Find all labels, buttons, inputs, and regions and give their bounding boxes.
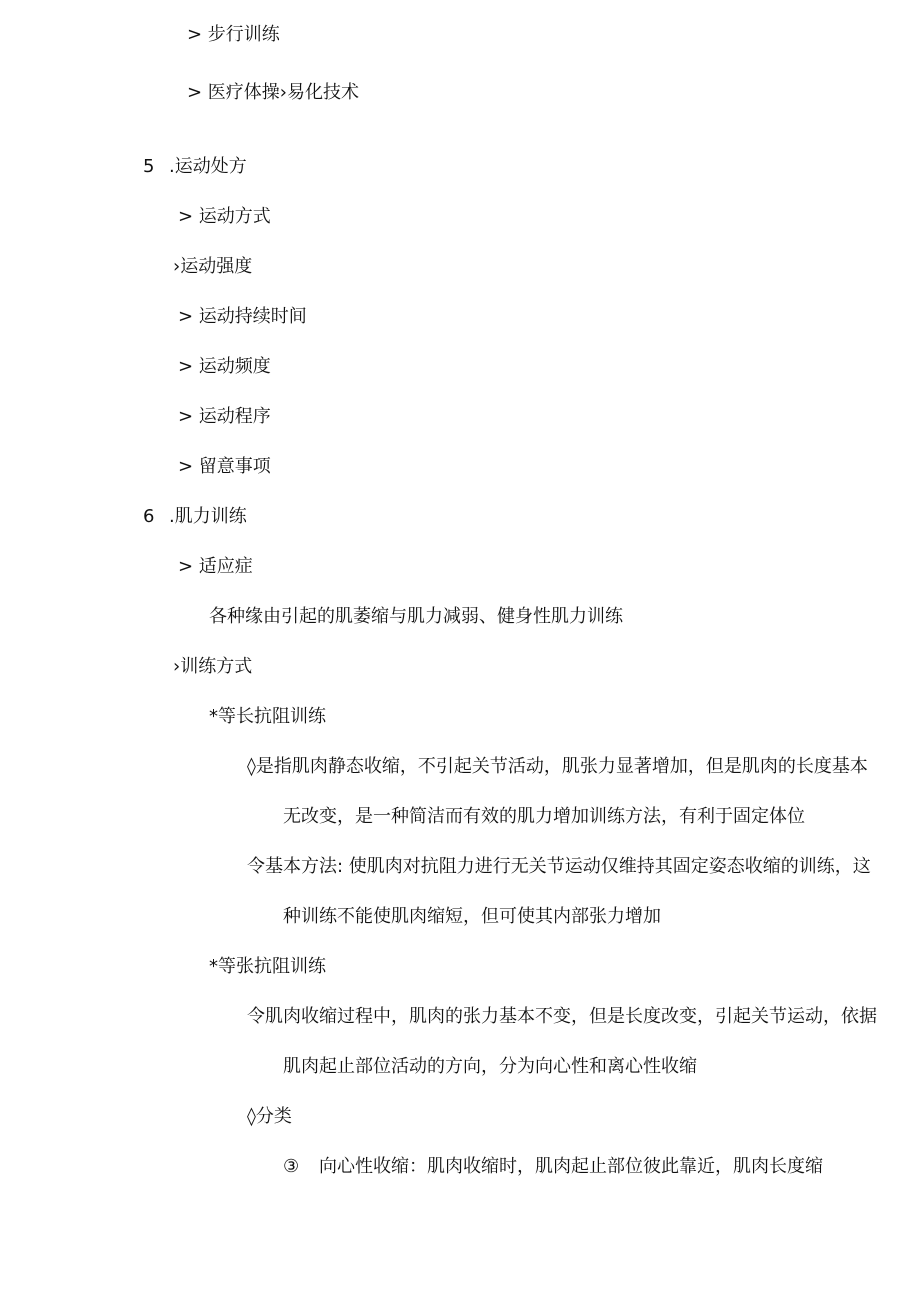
classification-heading: ◊分类 (247, 1106, 292, 1127)
bullet-exercise-duration: > 运动持续时间 (178, 306, 307, 327)
section-number: 5 (143, 156, 155, 177)
section-title: .运动处方 (169, 156, 247, 177)
concentric-contraction-item (283, 1155, 823, 1179)
isometric-method-line2: 种训练不能使肌肉缩短，但可使其内部张力增加 (283, 906, 661, 927)
bullet-precautions: > 留意事项 (178, 456, 271, 477)
section-number: 6 (143, 506, 155, 527)
bullet-exercise-frequency: > 运动频度 (178, 356, 271, 377)
bullet-exercise-procedure: > 运动程序 (178, 406, 271, 427)
section-6-heading (143, 505, 247, 529)
indications-text: 各种缘由引起的肌萎缩与肌力减弱、健身性肌力训练 (209, 606, 623, 627)
bullet-walking-training: > 步行训练 (187, 24, 280, 45)
isometric-definition-line2: 无改变，是一种简洁而有效的肌力增加训练方法，有利于固定体位 (283, 806, 805, 827)
bullet-training-methods: ›训练方式 (173, 656, 253, 677)
isometric-method-line1: 令基本方法: 使肌肉对抗阻力进行无关节运动仅维持其固定姿态收缩的训练，这 (247, 856, 871, 877)
isotonic-training-heading: *等张抗阻训练 (209, 956, 326, 977)
section-title: .肌力训练 (169, 506, 247, 527)
bullet-exercise-intensity: ›运动强度 (173, 256, 253, 277)
section-5-heading (143, 155, 247, 179)
isotonic-definition-line1: 令肌肉收缩过程中，肌肉的张力基本不变，但是长度改变，引起关节运动，依据 (247, 1006, 877, 1027)
isometric-definition-line1: ◊是指肌肉静态收缩，不引起关节活动，肌张力显著增加，但是肌肉的长度基本 (247, 756, 868, 777)
bullet-exercise-mode: > 运动方式 (178, 206, 271, 227)
isometric-training-heading: *等长抗阻训练 (209, 706, 326, 727)
item-text: 向心性收缩：肌肉收缩时，肌肉起止部位彼此靠近，肌肉长度缩 (319, 1156, 823, 1177)
bullet-medical-gymnastics: > 医疗体操›易化技术 (187, 82, 360, 103)
isotonic-definition-line2: 肌肉起止部位活动的方向，分为向心性和离心性收缩 (283, 1056, 697, 1077)
item-marker: ③ (283, 1156, 300, 1177)
bullet-indications: > 适应症 (178, 556, 253, 577)
